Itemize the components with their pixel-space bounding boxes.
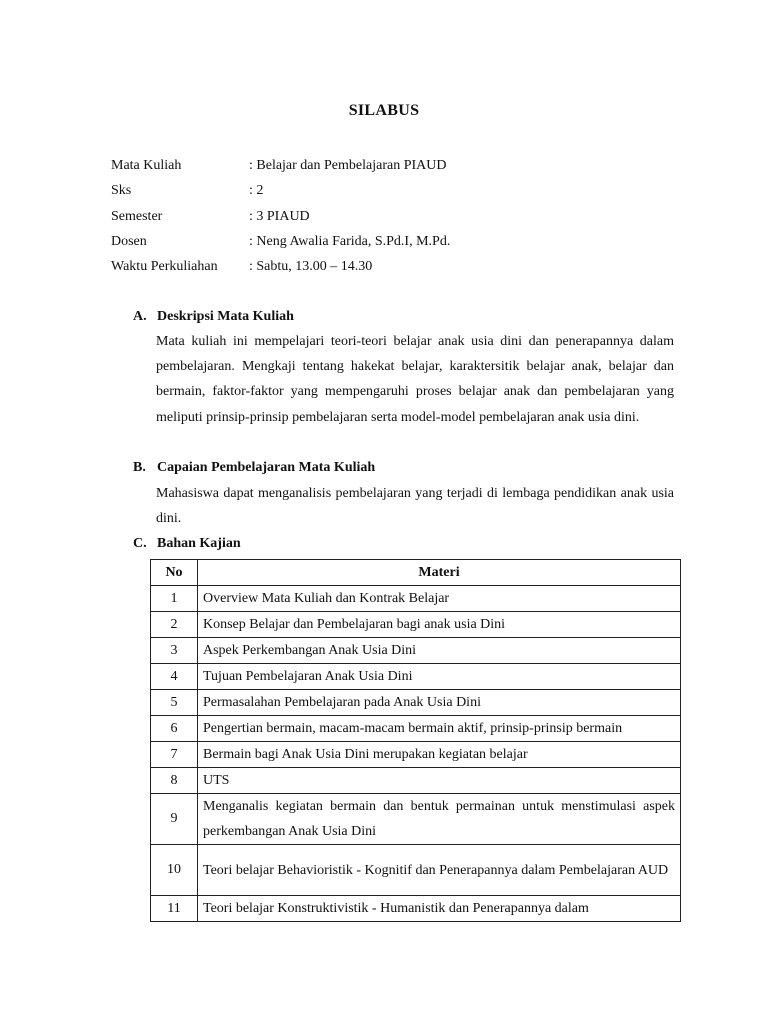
table-row (151, 794, 681, 845)
row-materi: Konsep Belajar dan Pembelajaran bagi anak usia Dini (198, 612, 681, 638)
section-a-heading (133, 307, 294, 327)
section-letter: B. (133, 460, 146, 475)
info-value: : Neng Awalia Farida, S.Pd.I, M.Pd. (249, 234, 451, 249)
header-no: No (151, 560, 198, 586)
section-letter: A. (133, 309, 147, 324)
row-no: 7 (151, 742, 198, 768)
section-a-text: Mata kuliah ini mempelajari teori-teori belajar anak usia dini dan penerapannya dalam pembelajaran. Mengkaji tentang hakekat belajar, karaktersitik belajar anak, belajar dan bermain, faktor-faktor yang mempengaruhi proses belajar anak dan pembelajaran yang meliputi prinsip-prinsip pembelajaran serta model-model pembelajaran anak usia dini. (156, 334, 674, 425)
document-title: SILABUS (348, 102, 420, 119)
table-row (151, 845, 681, 896)
row-no: 5 (151, 690, 198, 716)
section-c-heading (133, 534, 241, 554)
section-b-heading (133, 458, 375, 478)
info-value: : Sabtu, 13.00 – 14.30 (249, 259, 373, 274)
table-row (151, 896, 681, 922)
header-materi: Materi (198, 560, 681, 586)
info-value: : 3 PIAUD (249, 209, 310, 224)
row-no: 8 (151, 768, 198, 794)
row-no: 6 (151, 716, 198, 742)
row-materi: Bermain bagi Anak Usia Dini merupakan kegiatan belajar (198, 742, 681, 768)
table-row (151, 664, 681, 690)
table-row (151, 716, 681, 742)
row-no: 2 (151, 612, 198, 638)
section-title: Capaian Pembelajaran Mata Kuliah (157, 460, 376, 475)
info-value: : 2 (249, 183, 264, 198)
table-header-row (151, 560, 681, 586)
row-materi: Teori belajar Konstruktivistik - Humanistik dan Penerapannya dalam (198, 896, 681, 922)
table-row (151, 768, 681, 794)
section-title: Deskripsi Mata Kuliah (157, 309, 294, 324)
table-row (151, 586, 681, 612)
table-row (151, 638, 681, 664)
table-row (151, 742, 681, 768)
row-materi: Teori belajar Behavioristik - Kognitif dan Penerapannya dalam Pembelajaran AUD (198, 845, 681, 896)
section-title: Bahan Kajian (157, 536, 241, 551)
info-label: Waktu Perkuliahan (111, 259, 218, 274)
row-materi: Pengertian bermain, macam-macam bermain aktif, prinsip-prinsip bermain (198, 716, 681, 742)
info-label: Semester (111, 209, 163, 224)
row-materi: Permasalahan Pembelajaran pada Anak Usia Dini (198, 690, 681, 716)
info-label: Mata Kuliah (111, 158, 182, 173)
info-label: Sks (111, 183, 132, 198)
row-materi: Overview Mata Kuliah dan Kontrak Belajar (198, 586, 681, 612)
row-materi: Menganalis kegiatan bermain dan bentuk permainan untuk menstimulasi aspek perkembangan Anak Usia Dini (198, 794, 681, 845)
row-materi: Aspek Perkembangan Anak Usia Dini (198, 638, 681, 664)
materi-table (150, 559, 681, 922)
row-materi: UTS (198, 768, 681, 794)
row-no: 3 (151, 638, 198, 664)
section-b-text: Mahasiswa dapat menganalisis pembelajaran yang terjadi di lembaga pendidikan anak usia dini. (156, 486, 674, 527)
row-no: 1 (151, 586, 198, 612)
info-value: : Belajar dan Pembelajaran PIAUD (249, 158, 447, 173)
row-no: 11 (151, 896, 198, 922)
row-no: 10 (151, 845, 198, 896)
section-letter: C. (133, 536, 147, 551)
row-materi: Tujuan Pembelajaran Anak Usia Dini (198, 664, 681, 690)
table-row (151, 690, 681, 716)
row-no: 4 (151, 664, 198, 690)
row-no: 9 (151, 794, 198, 845)
table-row (151, 612, 681, 638)
info-label: Dosen (111, 234, 147, 249)
